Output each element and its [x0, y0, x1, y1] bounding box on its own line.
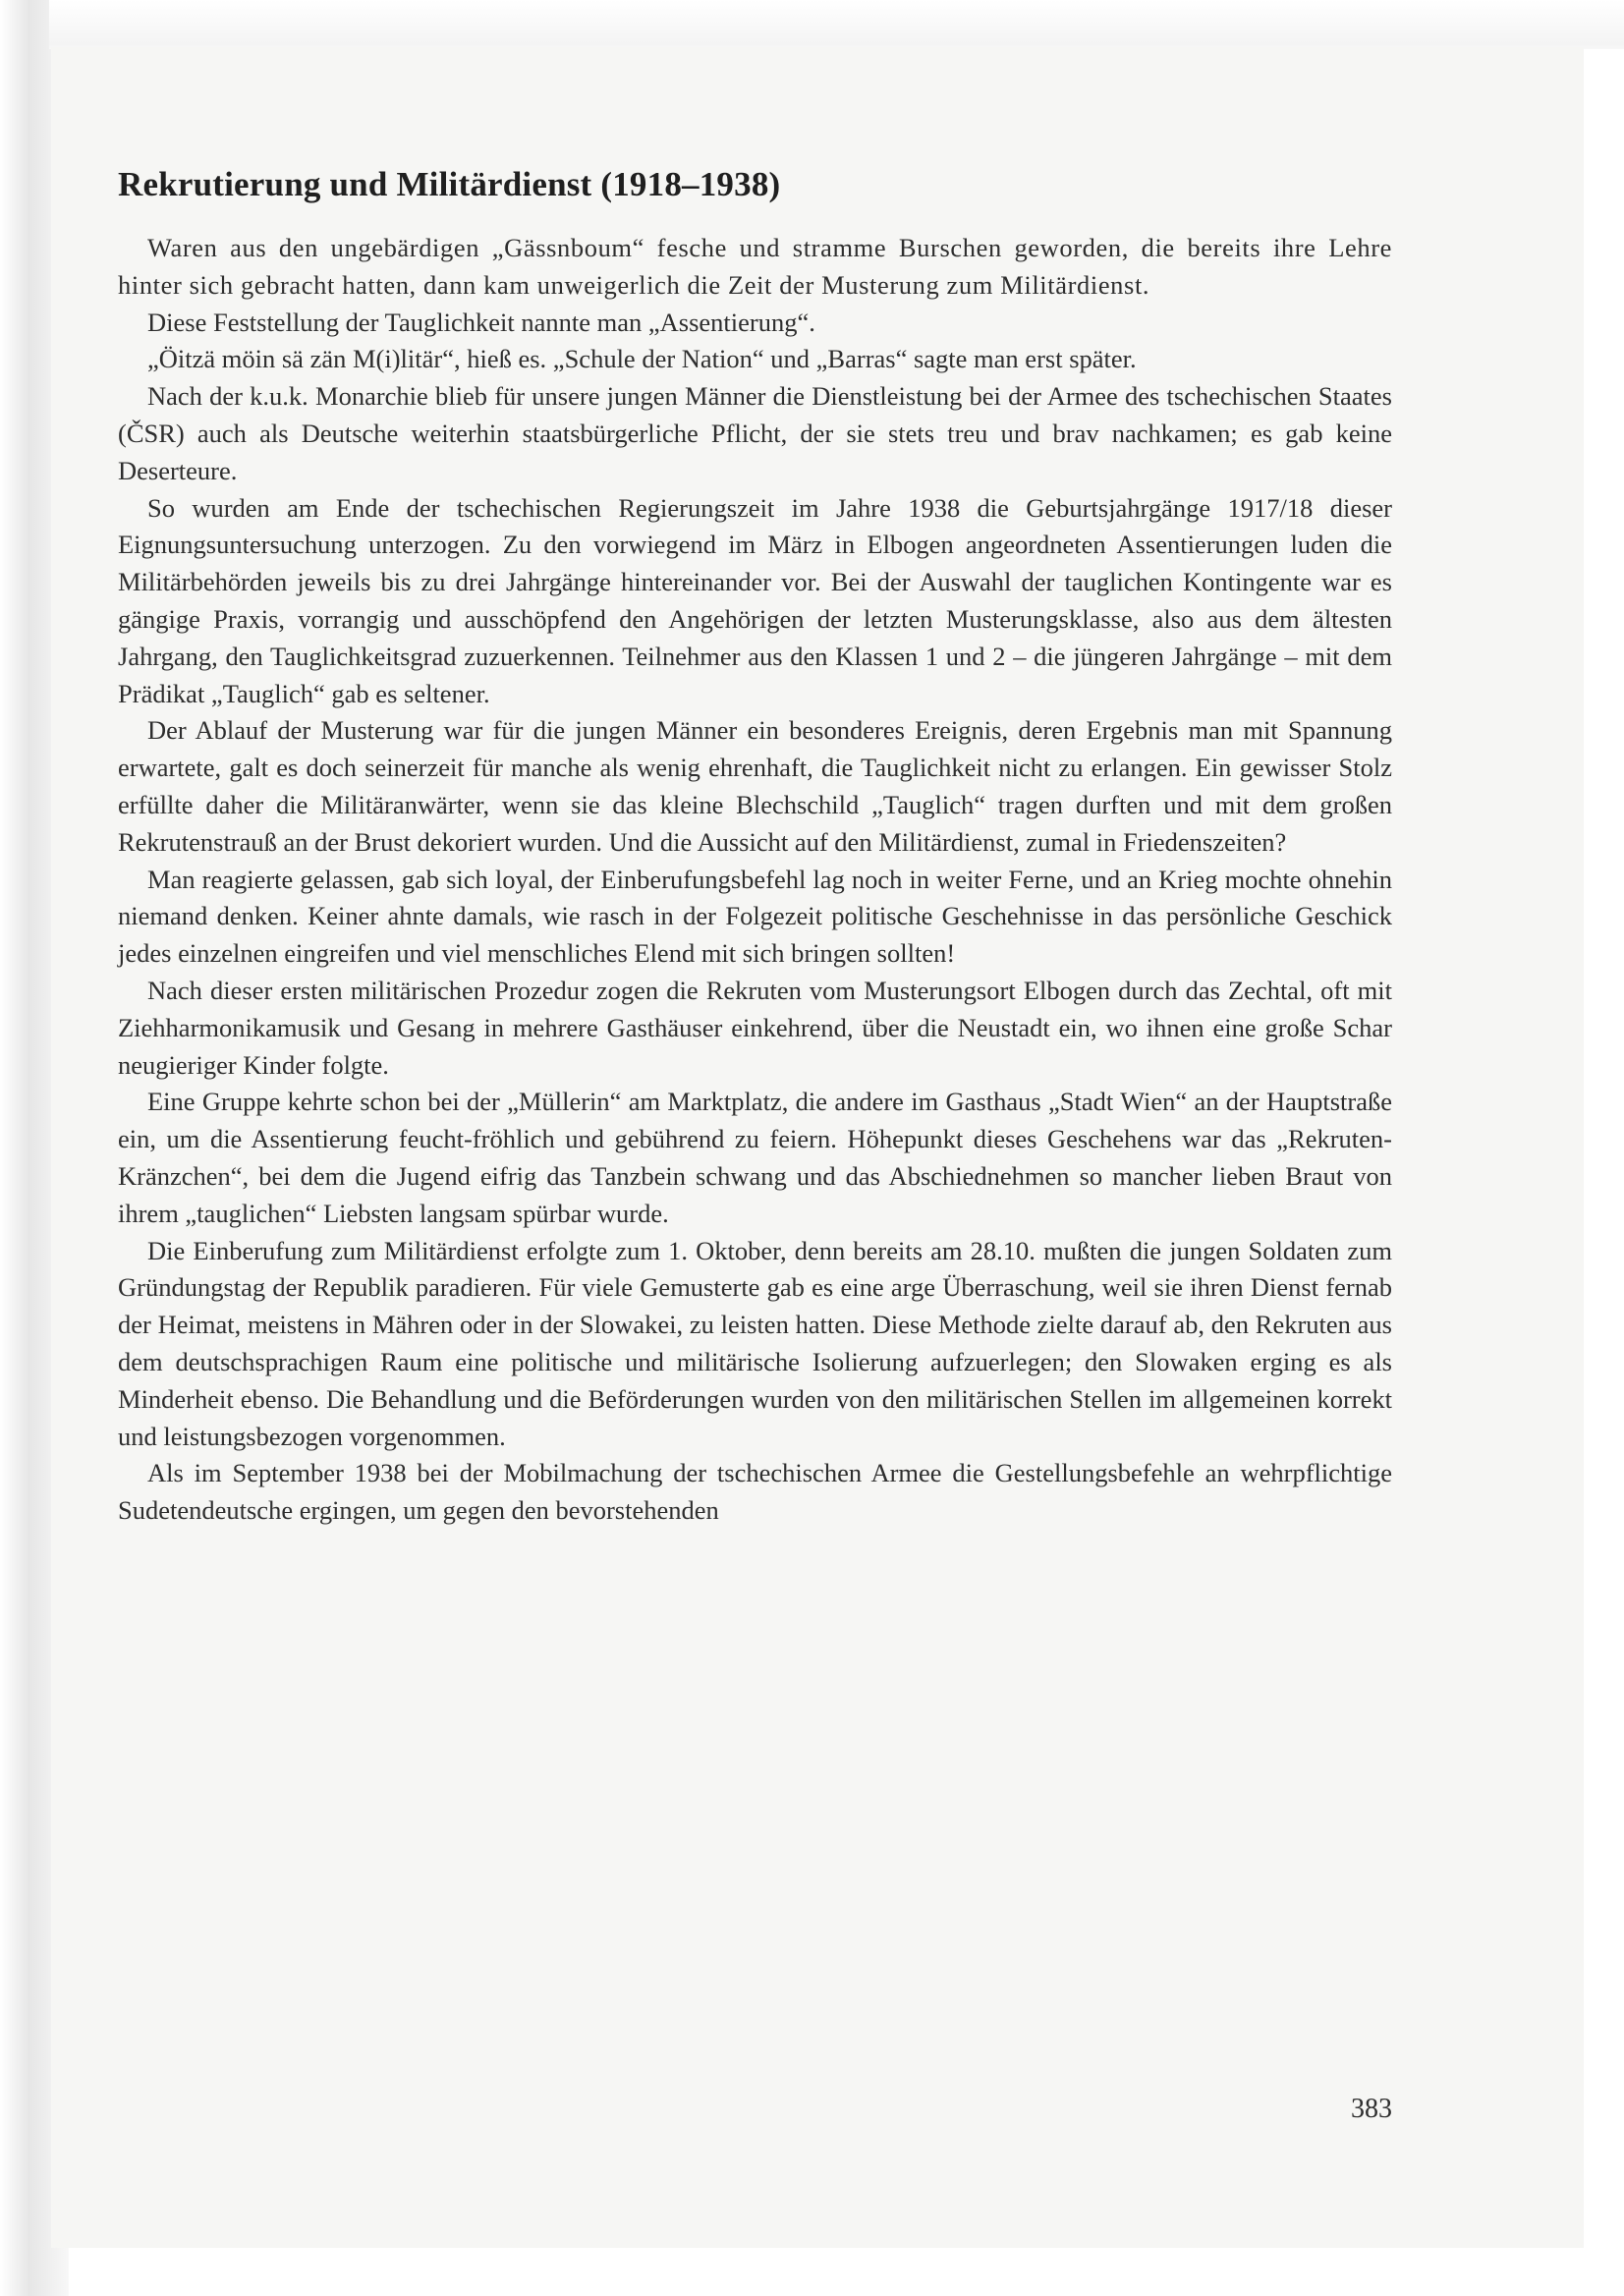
paragraph-4: Nach der k.u.k. Monarchie blieb für unsere jungen Männer die Dienstleistung bei der Armee des tschechischen Staates (ČSR) auch als Deutsche weiterhin staatsbürgerliche Pflicht, der sie stets treu und brav nachkamen; es gab keine Deserteure.	[118, 381, 1392, 485]
paragraph-1: Waren aus den ungebärdigen „Gässnboum“ fesche und stramme Burschen geworden, die bereits ihre Lehre hinter sich gebracht hatten, dann kam unweigerlich die Zeit der Musterung zum Militärdienst.	[118, 233, 1392, 300]
page-number: 383	[1351, 2094, 1392, 2124]
paragraph-11: Als im September 1938 bei der Mobilmachung der tschechischen Armee die Gestellungsbefehle an wehrpflichtige Sudetendeutsche ergingen, um gegen den bevorstehenden	[118, 1458, 1392, 1526]
paragraph-10: Die Einberufung zum Militärdienst erfolgte zum 1. Oktober, denn bereits am 28.10. mußten die jungen Soldaten zum Gründungstag der Republik paradieren. Für viele Gemusterte gab es eine arge Überraschung, weil sie ihren Dienst fernab der Heimat, meistens in Mähren oder in der Slowakei, zu leisten hatten. Diese Methode zielte darauf ab, den Rekruten aus dem deutschsprachigen Raum eine politische und militärische Isolierung aufzuerlegen; den Slowaken erging es als Minderheit ebenso. Die Behandlung und die Beförderungen wurden von den militärischen Stellen im allgemeinen korrekt und leistungsbezogen vorgenommen.	[118, 1235, 1392, 1451]
paragraph-6: Der Ablauf der Musterung war für die jungen Männer ein besonderes Ereignis, deren Ergebnis man mit Spannung erwartete, galt es doch seinerzeit für manche als wenig ehrenhaft, die Tauglichkeit nicht zu erlangen. Ein gewisser Stolz erfüllte daher die Militäranwärter, wenn sie das kleine Blechschild „Tauglich“ tragen durften und mit dem großen Rekrutenstrauß an der Brust dekoriert wurden. Und die Aussicht auf den Militärdienst, zumal in Friedenszeiten?	[118, 715, 1392, 857]
section-heading: Rekrutierung und Militärdienst (1918–1938)	[118, 165, 781, 203]
paragraph-3: „Öitzä möin sä zän M(i)litär“, hieß es. „Schule der Nation“ und „Barras“ sagte man erst später.	[147, 344, 1137, 374]
paragraph-7: Man reagierte gelassen, gab sich loyal, der Einberufungsbefehl lag noch in weiter Ferne, und an Krieg mochte ohnehin niemand denken. Keiner ahnte damals, wie rasch in der Folgezeit politische Geschehnisse in das persönliche Geschick jedes einzelnen eingreifen und viel menschliches Elend mit sich bringen sollten!	[118, 864, 1392, 969]
page-content	[118, 163, 1392, 1530]
scan-top-shadow	[49, 0, 1624, 49]
paragraph-2: Diese Feststellung der Tauglichkeit nannte man „Assentierung“.	[147, 307, 815, 337]
paragraph-8: Nach dieser ersten militärischen Prozedur zogen die Rekruten vom Musterungsort Elbogen durch das Zechtal, oft mit Ziehharmonikamusik und Gesang in mehrere Gasthäuser einkehrend, über die Neustadt ein, wo ihnen eine große Schar neugieriger Kinder folgte.	[118, 975, 1392, 1080]
book-page	[51, 47, 1584, 2248]
paragraph-9: Eine Gruppe kehrte schon bei der „Müllerin“ am Marktplatz, die andere im Gasthaus „Stadt Wien“ an der Hauptstraße ein, um die Assentierung feucht-fröhlich und gebührend zu feiern. Höhepunkt dieses Geschehens war das „Rekruten-Kränzchen“, bei dem die Jugend eifrig das Tanzbein schwang und das Abschiednehmen so mancher lieben Braut von ihrem „tauglichen“ Liebsten langsam spürbar wurde.	[118, 1087, 1392, 1228]
paragraph-5: So wurden am Ende der tschechischen Regierungszeit im Jahre 1938 die Geburtsjahrgänge 1917/18 dieser Eignungsuntersuchung unterzogen. Zu den vorwiegend im März in Elbogen angeordneten Assentierungen luden die Militärbehörden jeweils bis zu drei Jahrgänge hintereinander vor. Bei der Auswahl der tauglichen Kontingente war es gängige Praxis, vorrangig und ausschöpfend den Angehörigen der letzten Musterungsklasse, also aus dem ältesten Jahrgang, den Tauglichkeitsgrad zuzuerkennen. Teilnehmer aus den Klassen 1 und 2 – die jüngeren Jahrgänge – mit dem Prädikat „Tauglich“ gab es seltener.	[118, 492, 1392, 708]
